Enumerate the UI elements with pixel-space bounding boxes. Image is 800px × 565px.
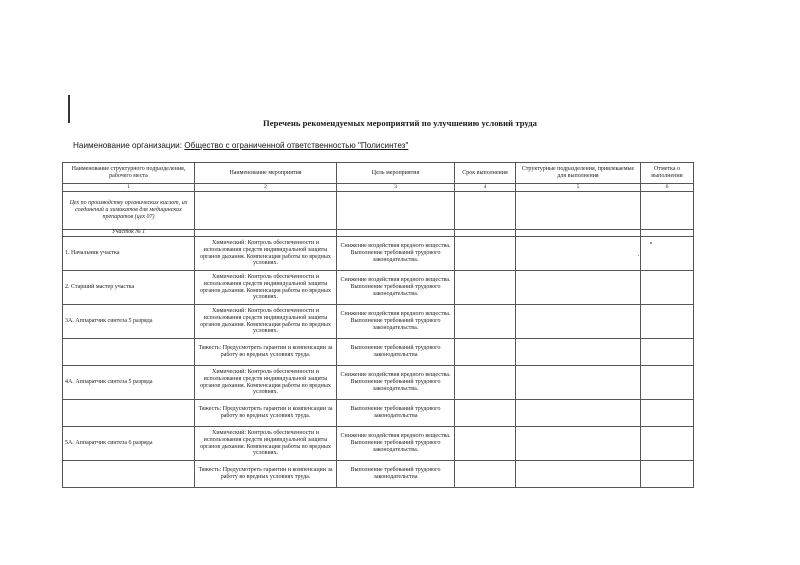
table-row bbox=[63, 339, 694, 366]
column-numbers-row bbox=[63, 184, 694, 192]
document-title: Перечень рекомендуемых мероприятий по улучшению условий труда bbox=[263, 118, 537, 128]
deadline-cell bbox=[455, 400, 516, 427]
measure-cell: Химический: Контроль обеспеченности и использования средств индивидуальной защиты органов дыхания. Компенсация работы во вредных условиях. bbox=[195, 271, 337, 305]
column-number: 4 bbox=[455, 184, 516, 192]
departments-cell bbox=[516, 400, 641, 427]
empty-cell bbox=[337, 230, 455, 237]
goal-cell: Выполнение требований трудового законодательства bbox=[337, 461, 455, 488]
deadline-cell bbox=[455, 339, 516, 366]
table-row bbox=[63, 461, 694, 488]
goal-cell: Снижение воздействия вредного вещества. Выполнение требований трудового законодательства. bbox=[337, 427, 455, 461]
deadline-cell bbox=[455, 366, 516, 400]
empty-cell bbox=[641, 230, 694, 237]
empty-cell bbox=[455, 230, 516, 237]
deadline-cell bbox=[455, 461, 516, 488]
departments-cell bbox=[516, 339, 641, 366]
section-row bbox=[63, 192, 694, 230]
table-row bbox=[63, 427, 694, 461]
measure-cell: Тяжесть: Предусмотреть гарантии и компенсации за работу во вредных условиях труда. bbox=[195, 461, 337, 488]
goal-cell: Выполнение требований трудового законодательства bbox=[337, 400, 455, 427]
departments-cell bbox=[516, 305, 641, 339]
measure-cell: Химический: Контроль обеспеченности и использования средств индивидуальной защиты органов дыхания. Компенсация работы во вредных условиях. bbox=[195, 427, 337, 461]
departments-cell bbox=[516, 271, 641, 305]
measure-cell: Тяжесть: Предусмотреть гарантии и компенсации за работу во вредных условиях труда. bbox=[195, 339, 337, 366]
workplace-cell bbox=[63, 339, 195, 366]
workplace-cell bbox=[63, 461, 195, 488]
goal-cell: Выполнение требований трудового законодательства bbox=[337, 339, 455, 366]
goal-cell: Снижение воздействия вредного вещества. Выполнение требований трудового законодательства. bbox=[337, 305, 455, 339]
organization-label: Наименование организации: bbox=[73, 141, 183, 150]
completion-cell bbox=[641, 366, 694, 400]
measure-cell: Химический: Контроль обеспеченности и использования средств индивидуальной защиты органов дыхания. Компенсация работы во вредных условиях. bbox=[195, 237, 337, 271]
empty-cell bbox=[641, 192, 694, 230]
workplace-cell: 5А. Аппаратчик синтеза 6 разряда bbox=[63, 427, 195, 461]
departments-cell bbox=[516, 461, 641, 488]
measure-cell: Химический: Контроль обеспеченности и использования средств индивидуальной защиты органов дыхания. Компенсация работы во вредных условиях. bbox=[195, 305, 337, 339]
measures-table bbox=[62, 162, 694, 488]
column-number: 3 bbox=[337, 184, 455, 192]
column-number: 5 bbox=[516, 184, 641, 192]
table-header-row bbox=[63, 163, 694, 184]
table-row bbox=[63, 400, 694, 427]
empty-cell bbox=[516, 230, 641, 237]
goal-cell: Снижение воздействия вредного вещества. Выполнение требований трудового законодательства. bbox=[337, 366, 455, 400]
scan-speck bbox=[650, 242, 652, 244]
workplace-cell: 1. Начальник участка bbox=[63, 237, 195, 271]
table-row bbox=[63, 305, 694, 339]
completion-cell bbox=[641, 461, 694, 488]
goal-cell: Снижение воздействия вредного вещества. Выполнение требований трудового законодательства. bbox=[337, 237, 455, 271]
workplace-cell: 2. Старший мастер участка bbox=[63, 271, 195, 305]
column-number: 2 bbox=[195, 184, 337, 192]
header-goal: Цель мероприятия bbox=[337, 163, 455, 184]
workplace-cell: 4А. Аппаратчик синтеза 5 разряда bbox=[63, 366, 195, 400]
deadline-cell bbox=[455, 305, 516, 339]
workplace-cell: 3А. Аппаратчик синтеза 5 разряда bbox=[63, 305, 195, 339]
subsection-row bbox=[63, 230, 694, 237]
workplace-cell bbox=[63, 400, 195, 427]
table-row bbox=[63, 271, 694, 305]
measure-cell: Тяжесть: Предусмотреть гарантии и компенсации за работу во вредных условиях труда. bbox=[195, 400, 337, 427]
completion-cell bbox=[641, 400, 694, 427]
completion-cell bbox=[641, 237, 694, 271]
deadline-cell bbox=[455, 271, 516, 305]
column-number: 1 bbox=[63, 184, 195, 192]
organization-line bbox=[73, 141, 408, 150]
empty-cell bbox=[516, 192, 641, 230]
deadline-cell bbox=[455, 427, 516, 461]
section-title: Цех по производству органических кислот, их соединений и химикатов для медицинских препаратов (цех 07) bbox=[63, 192, 195, 230]
header-deadline: Срок выполнения bbox=[455, 163, 516, 184]
empty-cell bbox=[195, 192, 337, 230]
header-workplace: Наименование структурного подразделения, рабочего места bbox=[63, 163, 195, 184]
scan-speck bbox=[638, 255, 639, 256]
measure-cell: Химический: Контроль обеспеченности и использования средств индивидуальной защиты органов дыхания. Компенсация работы во вредных условиях. bbox=[195, 366, 337, 400]
departments-cell bbox=[516, 427, 641, 461]
empty-cell bbox=[337, 192, 455, 230]
empty-cell bbox=[195, 230, 337, 237]
deadline-cell bbox=[455, 237, 516, 271]
header-completion-mark: Отметка о выполнении bbox=[641, 163, 694, 184]
completion-cell bbox=[641, 305, 694, 339]
goal-cell: Снижение воздействия вредного вещества. Выполнение требований трудового законодательства. bbox=[337, 271, 455, 305]
column-number: 6 bbox=[641, 184, 694, 192]
completion-cell bbox=[641, 339, 694, 366]
completion-cell bbox=[641, 427, 694, 461]
header-measure: Наименование мероприятия bbox=[195, 163, 337, 184]
subsection-title: Участок № 1 bbox=[63, 230, 195, 237]
header-departments: Структурные подразделения, привлекаемые для выполнения bbox=[516, 163, 641, 184]
departments-cell bbox=[516, 366, 641, 400]
completion-cell bbox=[641, 271, 694, 305]
table-row bbox=[63, 366, 694, 400]
table-row bbox=[63, 237, 694, 271]
organization-name: Общество с ограниченной ответственностью "Полисинтез" bbox=[184, 141, 409, 150]
empty-cell bbox=[455, 192, 516, 230]
departments-cell bbox=[516, 237, 641, 271]
